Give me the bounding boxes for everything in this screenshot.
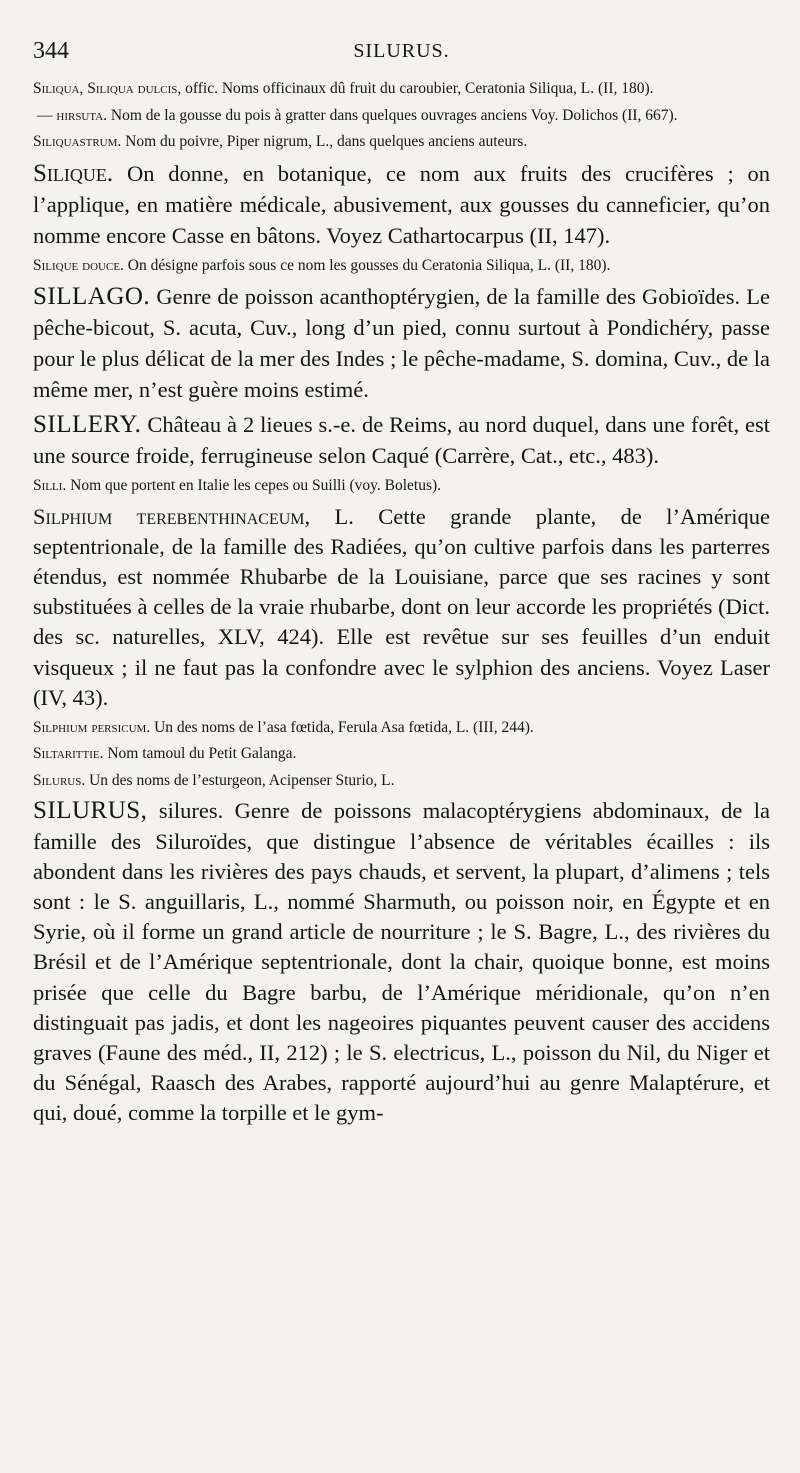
page-header — [33, 38, 770, 78]
entry-text: Genre de poisson acanthoptérygien, de la famille des Gobioïdes. Le pêche-bicout, S. acuta, Cuv., long d’un pied, connu surtout à Pondichéry, passe pour le plus délicat de la mer des Indes ; le pêche-madame, S. domina, Cuv., de la même mer, n’est guère moins estimé. — [33, 284, 770, 402]
entry-headword: Silphium terebenthinaceum, — [33, 503, 311, 529]
entry-text: Un des noms de l’asa fœtida, Ferula Asa fœtida, L. (III, 244). — [154, 718, 534, 736]
entry-headword: Siliqua, Siliqua dulcis, — [33, 80, 182, 97]
entry-text: On donne, en botanique, ce nom aux fruits des crucifères ; on l’applique, en matière médicale, abusivement, aux gousses du canneficier, qu’on nomme encore Casse en bâtons. Voyez Cathartocarpus (II, 147). — [33, 160, 771, 248]
entry-silurus-esturgeon — [33, 770, 770, 793]
entry-headword: Siltarittie. — [33, 745, 104, 763]
running-title: SILURUS. — [353, 40, 450, 62]
entry-siliqua — [33, 78, 770, 101]
entry-text: Nom de la gousse du pois à gratter dans quelques ouvrages anciens Voy. Dolichos (II, 667). — [110, 106, 678, 124]
entry-silique — [33, 158, 770, 251]
entry-text: L. Cette grande plante, de l’Amérique septentrionale, de la famille des Radiées, qu’on cultive parfois dans les parterres étendus, est nommée Rhubarbe de la Louisiane, parce que ses racines y sont substituées à celles de la vraie rhubarbe, dont on leur accorde les propriétés (Dict. des sc. naturelles, XLV, 424). Elle est revêtue sur ses feuilles d’un enduit visqueux ; il ne faut pas la confondre avec le sylphion des anciens. Voyez Laser (IV, 43). — [33, 503, 770, 710]
dictionary-entries — [33, 78, 770, 1133]
entry-sillago — [33, 281, 770, 405]
entry-siliqua-hirsuta — [33, 105, 770, 128]
entry-headword: Silique douce. — [33, 256, 124, 274]
entry-text: Nom tamoul du Petit Galanga. — [107, 745, 297, 763]
entry-headword: Silurus. — [33, 771, 86, 789]
entry-silphium-persicum — [33, 717, 770, 740]
entry-headword: SILURUS, — [33, 797, 148, 825]
entry-text: Château à 2 lieues s.-e. de Reims, au nord duquel, dans une forêt, est une source froide, ferrugineuse selon Caqué (Carrère, Cat., etc., 483). — [33, 412, 770, 468]
entry-silique-douce — [33, 255, 770, 278]
entry-siliquastrum — [33, 131, 770, 154]
entry-text: Un des noms de l’esturgeon, Acipenser Sturio, L. — [89, 771, 395, 789]
entry-headword: Silphium persicum. — [33, 718, 151, 736]
entry-text: On désigne parfois sous ce nom les gousses du Ceratonia Siliqua, L. (II, 180). — [127, 256, 611, 274]
entry-text: Nom du poivre, Piper nigrum, L., dans quelques anciens auteurs. — [125, 133, 528, 150]
entry-headword: SILLERY. — [33, 411, 142, 438]
entry-sillery — [33, 409, 770, 471]
entry-silphium-terebenthinaceum — [33, 502, 770, 713]
entry-silli — [33, 475, 770, 498]
entry-headword: Silique. — [33, 159, 114, 187]
entry-text: Nom que portent en Italie les cepes ou Suilli (voy. Boletus). — [70, 477, 442, 494]
entry-silurus-genre — [33, 796, 770, 1128]
entry-headword: Silli. — [33, 477, 67, 494]
entry-headword: Siliquastrum. — [33, 133, 122, 150]
entry-text: silures. Genre de poissons malacoptérygiens abdominaux, de la famille des Siluroïdes, que distingue l’absence de véritables écailles : ils abondent dans les rivières des pays chauds, et servent, la plupart, d’alimens ; tels sont : le S. anguillaris, L., nommé Sharmuth, ou poisson noir, en Égypte et en Syrie, où il forme un grand article de nourriture ; le S. Bagre, L., des rivières du Brésil et de l’Amérique septentrionale, dont la chair, quoique bonne, est moins prisée que celle du Bagre barbu, de l’Amérique méridionale, qu’on n’en distinguait pas jadis, et dont les nageoires piquantes peuvent causer des accidens graves (Faune des méd., II, 212) ; le S. electricus, L., poisson du Nil, du Niger et du Sénégal, Raasch des Arabes, rapporté aujourd’hui au genre Malaptérure, et qui, doué, comme la torpille et le gym- — [33, 798, 770, 1126]
entry-headword: SILLAGO. — [33, 283, 151, 310]
entry-headword: — hirsuta. — [37, 106, 108, 124]
entry-siltarittie — [33, 743, 770, 766]
page-number: 344 — [33, 38, 69, 64]
entry-text: offic. Noms officinaux dû fruit du caroubier, Ceratonia Siliqua, L. (II, 180). — [185, 80, 654, 97]
